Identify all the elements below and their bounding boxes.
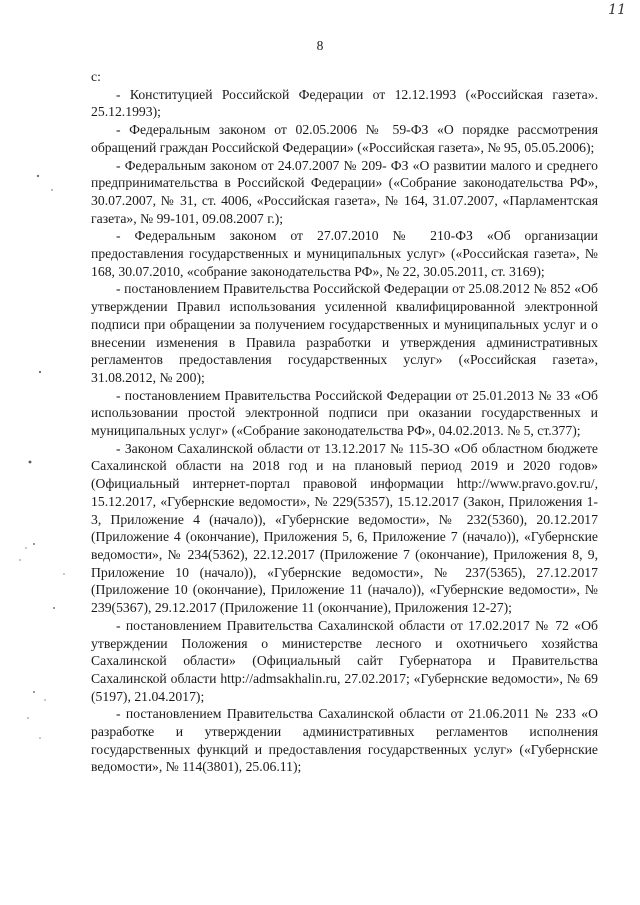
- legal-basis-item: - постановлением Правительства Сахалинской области от 17.02.2017 № 72 «Об утверждении Положения о министерстве лесного и охотничьего хозяйства Сахалинской области» (Официальный сайт Губернатора и Правительства Сахалинской области http://admsakhalin.ru, 27.02.2017; «Губернские ведомости», № 69 (5197), 21.04.2017);: [91, 617, 598, 704]
- document-body: [91, 68, 598, 776]
- scan-specks: [0, 0, 90, 905]
- legal-basis-item: - Конституцией Российской Федерации от 12.12.1993 («Российская газета». 25.12.1993);: [91, 86, 598, 120]
- legal-basis-item: - Федеральным законом от 24.07.2007 № 209- ФЗ «О развитии малого и среднего предпринимательства в Российской Федерации» («Собрание законодательства РФ», 30.07.2007, № 31, ст. 4006, «Российская газета», № 164, 31.07.2007, «Парламентская газета», № 99-101, 09.08.2007 г.);: [91, 157, 598, 226]
- legal-basis-item: - постановлением Правительства Сахалинской области от 21.06.2011 № 233 «О разработке и утверждении административных регламентов исполнения государственных функций и предоставления государственных услуг» («Губернские ведомости», № 114(3801), 25.06.11);: [91, 706, 598, 775]
- handwritten-page-mark: 11: [608, 2, 626, 18]
- legal-basis-item: - Законом Сахалинской области от 13.12.2017 № 115-ЗО «Об областном бюджете Сахалинской области на 2018 год и на плановый период 2019 и 2020 годов» (Официальный интернет-портал правовой информации http://www.pravo.gov.ru/, 15.12.2017, «Губернские ведомости», № 229(5357), 15.12.2017 (Закон, Приложения 1-3, Приложение 4 (начало)), «Губернские ведомости», № 232(5360), 20.12.2017 (Приложение 4 (окончание), Приложения 5, 6, Приложение 7 (начало)), «Губернские ведомости», № 234(5362), 22.12.2017 (Приложение 7 (окончание), Приложения 8, 9, Приложение 10 (начало)), «Губернские ведомости», № 237(5365), 27.12.2017 (Приложение 10 (окончание), Приложение 11 (начало)), «Губернские ведомости», № 239(5367), 29.12.2017 (Приложение 11 (окончание), Приложения 12-27);: [91, 440, 598, 616]
- legal-basis-item: - постановлением Правительства Российской Федерации от 25.08.2012 № 852 «Об утверждении Правил использования усиленной квалифицированной электронной подписи при обращении за получением государственных и муниципальных услуг и о внесении изменения в Правила разработки и утверждения административных регламентов предоставления государственных услуг» («Российская газета», 31.08.2012, № 200);: [91, 281, 598, 385]
- legal-basis-item: - постановлением Правительства Российской Федерации от 25.01.2013 № 33 «Об использовании простой электронной подписи при оказании государственных и муниципальных услуг» («Собрание законодательства РФ», 04.02.2013. № 5, ст.377);: [91, 387, 598, 439]
- legal-basis-item: - Федеральным законом от 02.05.2006 № 59-ФЗ «О порядке рассмотрения обращений граждан Российской Федерации» («Российская газета», № 95, 05.05.2006);: [91, 122, 598, 155]
- page-number: 8: [316, 38, 324, 53]
- legal-basis-item: - Федеральным законом от 27.07.2010 № 210-ФЗ «Об организации предоставления государственных и муниципальных услуг» («Российская газета», № 168, 30.07.2010, «собрание законодательства РФ», № 22, 30.05.2011, ст. 3169);: [91, 228, 598, 279]
- intro-text: с:: [91, 69, 101, 84]
